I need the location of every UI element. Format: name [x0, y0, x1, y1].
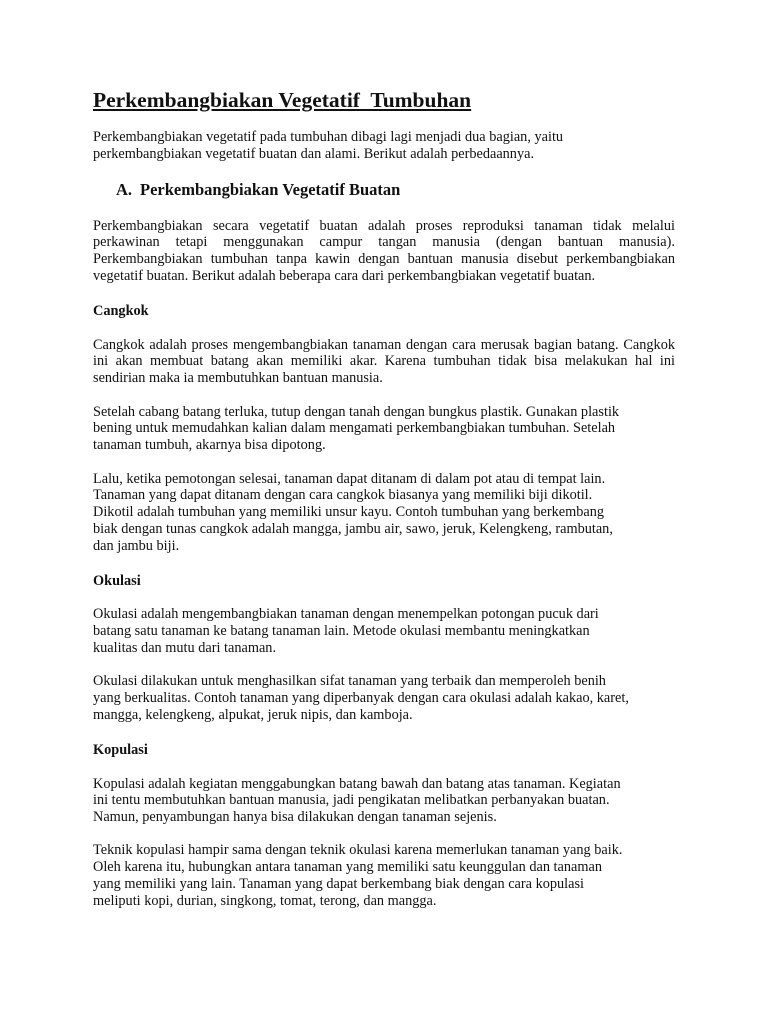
okulasi-paragraph-2: [93, 673, 675, 723]
page-title: Perkembangbiakan Vegetatif Tumbuhan: [93, 88, 472, 112]
paragraph-line: Lalu, ketika pemotongan selesai, tanaman dapat ditanam di dalam pot atau di tempat lain.: [93, 470, 606, 487]
section-a-title: Perkembangbiakan Vegetatif Buatan: [140, 179, 401, 199]
paragraph-line: Kopulasi adalah kegiatan menggabungkan batang bawah dan batang atas tanaman. Kegiatan: [93, 775, 621, 792]
paragraph-line: yang memiliki yang lain. Tanaman yang dapat berkembang biak dengan cara kopulasi: [93, 876, 585, 893]
kopulasi-paragraph-2: [93, 842, 675, 909]
kopulasi-paragraph-1: [93, 776, 675, 826]
paragraph-line: batang satu tanaman ke batang tanaman lain. Metode okulasi membantu meningkatkan: [93, 623, 590, 640]
okulasi-paragraph-1: [93, 606, 675, 656]
paragraph-line: Oleh karena itu, hubungkan antara tanaman yang memiliki satu keunggulan dan tanaman: [93, 859, 602, 876]
section-a-heading: [116, 179, 675, 201]
paragraph-line: meliputi kopi, durian, singkong, tomat, terong, dan mangga.: [93, 892, 437, 909]
paragraph-line: Tanaman yang dapat ditanam dengan cara cangkok biasanya yang memiliki biji dikotil.: [93, 487, 593, 504]
document-body: [93, 86, 675, 910]
section-a-lead-paragraph: Perkembangbiakan secara vegetatif buatan adalah proses reproduksi tanaman tidak melalui perkawinan tetapi menggunakan campur tangan manusia (dengan bantuan manusia). Perkembangbiakan tumbuhan tanpa kawin dengan bantuan manusia disebut perkembangbiakan vegetatif buatan. Berikut adalah beberapa cara dari perkembangbiakan vegetatif buatan.: [93, 217, 675, 284]
cangkok-heading: Cangkok: [93, 302, 149, 319]
kopulasi-heading: Kopulasi: [93, 741, 148, 758]
paragraph-line: Namun, penyambungan hanya bisa dilakukan dengan tanaman sejenis.: [93, 809, 497, 826]
paragraph-line: Dikotil adalah tumbuhan yang memiliki unsur kayu. Contoh tumbuhan yang berkembang: [93, 504, 605, 521]
paragraph-line: yang berkualitas. Contoh tanaman yang diperbanyak dengan cara okulasi adalah kakao, karet,: [93, 690, 629, 707]
paragraph-line: tanaman tumbuh, akarnya bisa dipotong.: [93, 437, 326, 454]
cangkok-paragraph-2: [93, 404, 675, 454]
paragraph-line: Okulasi adalah mengembangbiakan tanaman dengan menempelkan potongan pucuk dari: [93, 606, 599, 623]
paragraph-line: ini tentu membutuhkan bantuan manusia, jadi pengikatan melibatkan perbanyakan buatan.: [93, 792, 610, 809]
paragraph-line: Setelah cabang batang terluka, tutup dengan tanah dengan bungkus plastik. Gunakan plastik: [93, 403, 620, 420]
intro-line: perkembangbiakan vegetatif buatan dan alami. Berikut adalah perbedaannya.: [93, 145, 535, 162]
paragraph-line: dan jambu biji.: [93, 537, 180, 554]
paragraph-line: biak dengan tunas cangkok adalah mangga, jambu air, sawo, jeruk, Kelengkeng, rambutan,: [93, 520, 613, 537]
intro-paragraph: [93, 129, 675, 163]
paragraph-line: Okulasi dilakukan untuk menghasilkan sifat tanaman yang terbaik dan memperoleh benih: [93, 673, 606, 690]
paragraph-line: Teknik kopulasi hampir sama dengan teknik okulasi karena memerlukan tanaman yang baik.: [93, 842, 623, 859]
paragraph-line: kualitas dan mutu dari tanaman.: [93, 639, 277, 656]
cangkok-paragraph-1: Cangkok adalah proses mengembangbiakan tanaman dengan cara merusak bagian batang. Cangkok ini akan membuat batang akan memiliki akar. Karena tumbuhan tidak bisa melakukan hal ini sendirian maka ia membutuhkan bantuan manusia.: [93, 336, 675, 387]
cangkok-paragraph-3: [93, 471, 675, 555]
intro-line: Perkembangbiakan vegetatif pada tumbuhan dibagi lagi menjadi dua bagian, yaitu: [93, 129, 564, 145]
section-a-number: A.: [116, 179, 133, 199]
paragraph-line: bening untuk memudahkan kalian dalam mengamati perkembangbiakan tumbuhan. Setelah: [93, 420, 616, 437]
okulasi-heading: Okulasi: [93, 572, 141, 589]
paragraph-line: mangga, kelengkeng, alpukat, jeruk nipis, dan kamboja.: [93, 706, 413, 723]
